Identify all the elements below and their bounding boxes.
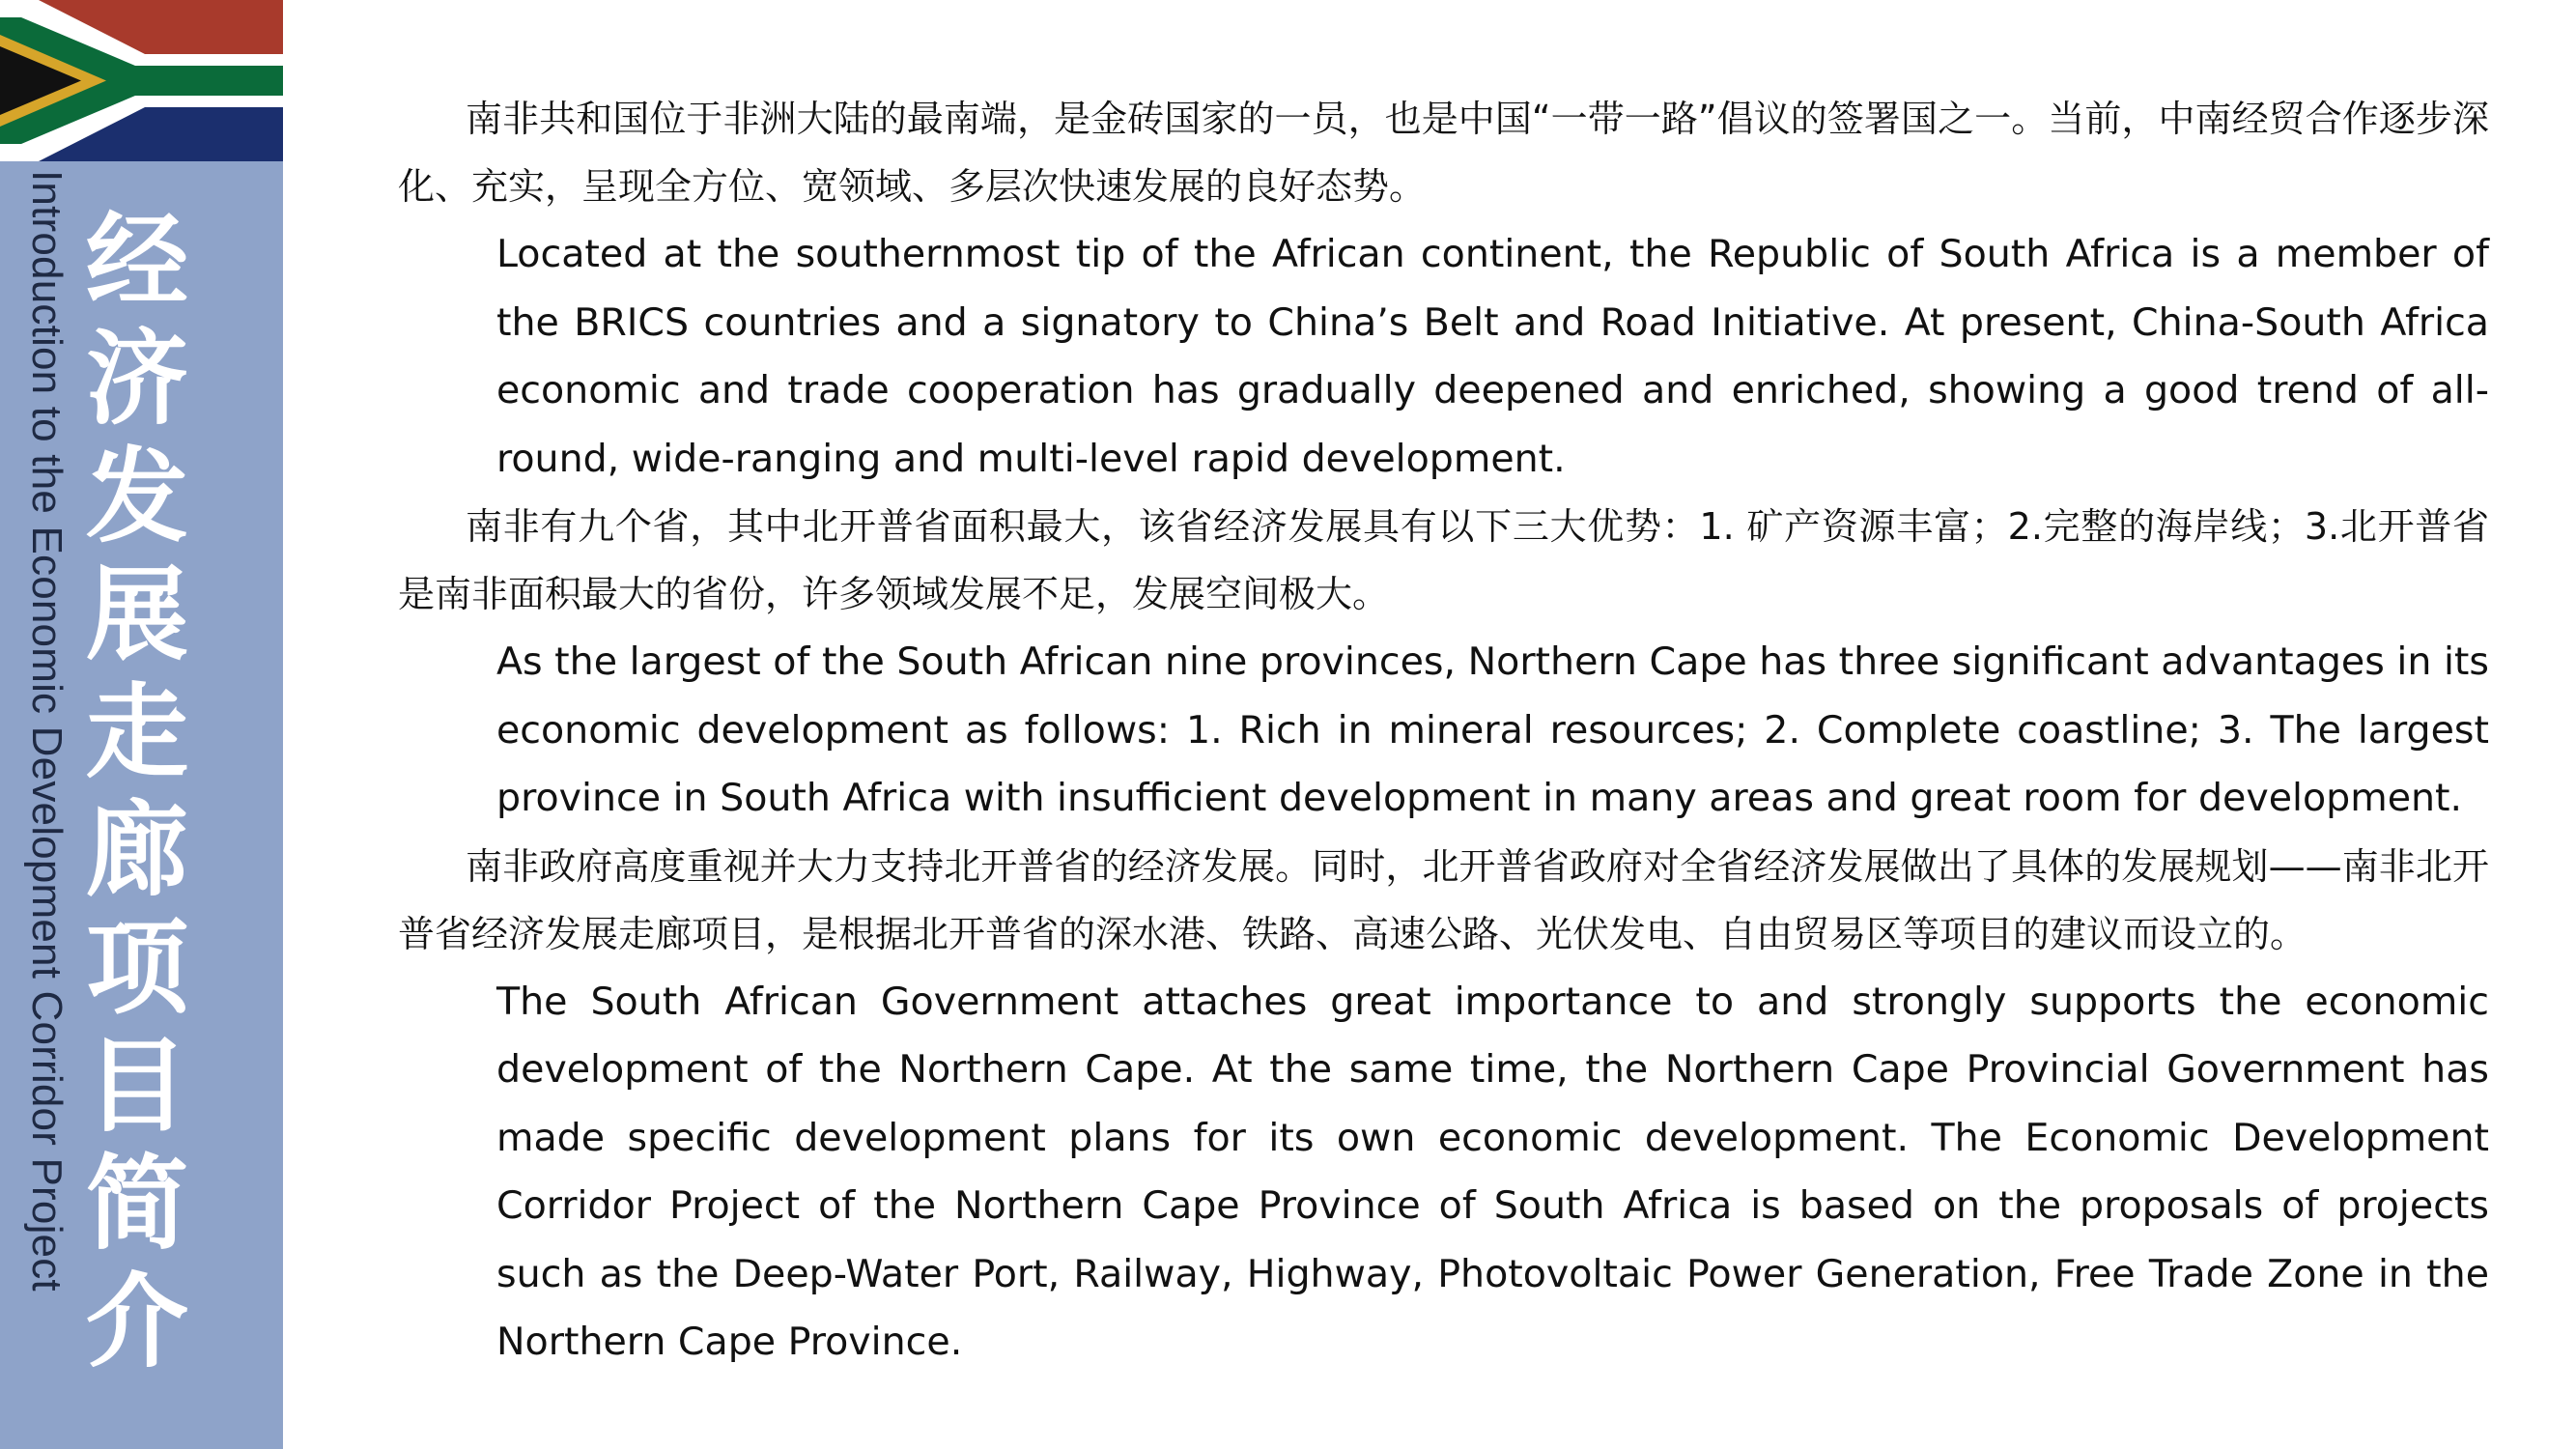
paragraph-1-chinese: 南非共和国位于非洲大陆的最南端，是金砖国家的一员，也是中国“一带一路”倡议的签署国之一。当前，中南经贸合作逐步深化、充实，呈现全方位、宽领域、多层次快速发展的良好态势。 [398, 98, 2489, 208]
paragraph-2-chinese: 南非有九个省，其中北开普省面积最大，该省经济发展具有以下三大优势：1. 矿产资源丰富；2.完整的海岸线；3.北开普省是南非面积最大的省份，许多领域发展不足，发展空间极大。 [398, 505, 2489, 615]
page-title-english: Introduction to the Economic Development Corridor Project [23, 170, 71, 1292]
sidebar [0, 0, 283, 1449]
paragraph-3-english: The South African Government attaches great importance to and strongly supports the economic development of the Northern Cape. At the same time, the Northern Cape Provincial Government has made specific development plans for its own economic development. The Economic Development Corridor Project of the Northern Cape Province of South Africa is based on the proposals of projects such as the Deep-Water Port, Railway, Highway, Photovoltaic Power Generation, Free Trade Zone in the Northern Cape Province. [496, 979, 2489, 1364]
south-africa-flag-icon [0, 0, 283, 161]
main-content [398, 85, 2489, 1377]
paragraph-2-english: As the largest of the South African nine provinces, Northern Cape has three significant advantages in its economic development as follows: 1. Rich in mineral resources; 2. Complete coastline; 3. The largest province in South Africa with insufficient development in many areas and great room for development. [496, 639, 2489, 820]
page-title-chinese: 经济发展走廊项目简介 [86, 202, 188, 1381]
paragraph-3-chinese: 南非政府高度重视并大力支持北开普省的经济发展。同时，北开普省政府对全省经济发展做出了具体的发展规划——南非北开普省经济发展走廊项目，是根据北开普省的深水港、铁路、高速公路、光伏发电、自由贸易区等项目的建议而设立的。 [398, 844, 2489, 955]
paragraph-1-english: Located at the southernmost tip of the African continent, the Republic of South Africa is a member of the BRICS countries and a signatory to China’s Belt and Road Initiative. At present, China-South Africa economic and trade cooperation has gradually deepened and enriched, showing a good trend of all-round, wide-ranging and multi-level rapid development. [496, 232, 2489, 481]
